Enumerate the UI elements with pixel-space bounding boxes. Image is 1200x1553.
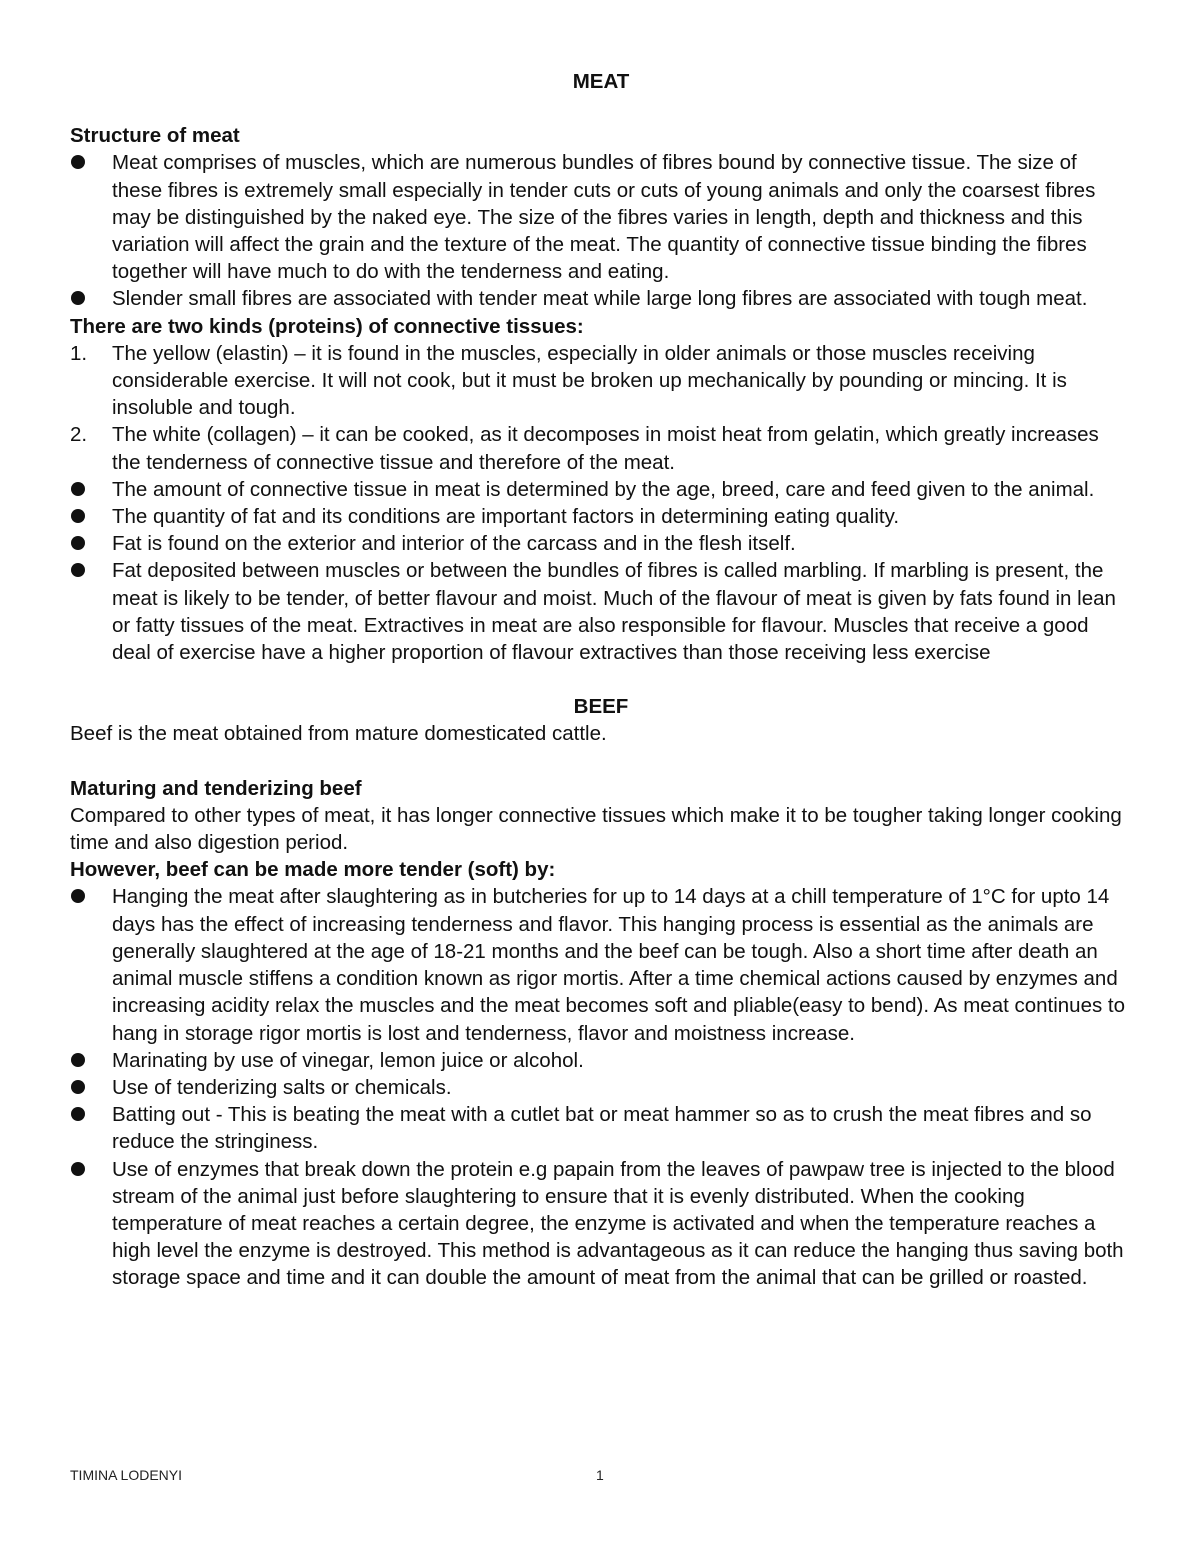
structure-heading: Structure of meat <box>70 124 240 148</box>
list-item-text: The white (collagen) – it can be cooked, as it decomposes in moist heat from gelatin, which greatly increases the tenderness of connective tissue and therefore of the meat. <box>112 423 1099 474</box>
list-number: 2. <box>70 423 88 447</box>
connective-heading: There are two kinds (proteins) of connective tissues: <box>70 314 584 338</box>
spacer <box>70 666 1132 693</box>
list-item <box>70 530 1132 557</box>
list-item-text: Fat deposited between muscles or between the bundles of fibres is called marbling. If marbling is present, the meat is likely to be tender, of better flavour and moist. Much of the flavour of meat is given by fats found in lean or fatty tissues of the meat. Extractives in meat are also responsible for flavour. Muscles that receive a good deal of exercise have a higher proportion of flavour extractives than those receiving less exercise <box>112 559 1116 665</box>
connective-numbered-list <box>70 340 1132 476</box>
list-item <box>70 1156 1132 1292</box>
beef-intro: Beef is the meat obtained from mature domesticated cattle. <box>70 722 607 746</box>
page-title: MEAT <box>572 70 630 93</box>
list-item <box>70 557 1132 666</box>
maturing-heading: Maturing and tenderizing beef <box>70 776 362 800</box>
tender-heading: However, beef can be made more tender (soft) by: <box>70 858 556 882</box>
list-item <box>70 340 1132 422</box>
list-item-text: Slender small fibres are associated with tender meat while large long fibres are associated with tough meat. <box>112 287 1088 311</box>
list-item <box>70 149 1132 285</box>
bullet-icon <box>71 291 85 305</box>
list-item <box>70 476 1132 503</box>
bullet-icon <box>71 482 85 496</box>
page-number: 1 <box>596 1467 604 1483</box>
list-item <box>70 503 1132 530</box>
list-item-text: Fat is found on the exterior and interior of the carcass and in the flesh itself. <box>112 532 796 556</box>
list-item-text: Hanging the meat after slaughtering as in butcheries for up to 14 days at a chill temperature of 1°C for upto 14 days has the effect of increasing tenderness and flavor. This hanging process is essential as the animals are generally slaughtered at the age of 18-21 months and the beef can be tough. Also a short time after death an animal muscle stiffens a condition known as rigor mortis. After a time chemical actions caused by enzymes and increasing acidity relax the muscles and the meat becomes soft and pliable(easy to bend). As meat continues to hang in storage rigor mortis is lost and tenderness, flavor and moistness increase. <box>112 885 1126 1045</box>
list-item <box>70 1047 1132 1074</box>
bullet-icon <box>71 1053 85 1067</box>
list-number: 1. <box>70 341 88 365</box>
list-item-text: Meat comprises of muscles, which are numerous bundles of fibres bound by connective tissue. The size of these fibres is extremely small especially in tender cuts or cuts of young animals and only the coarsest fibres may be distinguished by the naked eye. The size of the fibres varies in length, depth and thickness and this variation will affect the grain and the texture of the meat. The quantity of connective tissue binding the fibres together will have much to do with the tenderness and eating. <box>112 151 1096 284</box>
document-body <box>70 68 1132 1292</box>
list-item <box>70 1074 1132 1101</box>
list-item <box>70 285 1132 312</box>
maturing-text: Compared to other types of meat, it has longer connective tissues which make it to be tougher taking longer cooking time and also digestion period. <box>70 803 1122 855</box>
footer-author: TIMINA LODENYI <box>70 1467 183 1483</box>
spacer <box>70 748 1132 775</box>
list-item <box>70 421 1132 475</box>
connective-bullet-list <box>70 476 1132 666</box>
list-item <box>70 883 1132 1046</box>
bullet-icon <box>71 155 85 169</box>
bullet-icon <box>71 563 85 577</box>
list-item-text: The amount of connective tissue in meat is determined by the age, breed, care and feed given to the animal. <box>112 477 1095 501</box>
bullet-icon <box>71 1080 85 1094</box>
list-item-text: Batting out - This is beating the meat with a cutlet bat or meat hammer so as to crush the meat fibres and so reduce the stringiness. <box>112 1103 1092 1154</box>
bullet-icon <box>71 1107 85 1121</box>
list-item-text: Marinating by use of vinegar, lemon juice or alcohol. <box>112 1048 584 1072</box>
list-item-text: The quantity of fat and its conditions are important factors in determining eating quality. <box>112 505 900 529</box>
bullet-icon <box>71 1162 85 1176</box>
bullet-icon <box>71 509 85 523</box>
list-item-text: Use of enzymes that break down the protein e.g papain from the leaves of pawpaw tree is injected to the blood stream of the animal just before slaughtering to ensure that it is evenly distributed. When the cooking temperature of meat reaches a certain degree, the enzyme is activated and when the temperature reaches a high level the enzyme is destroyed. This method is advantageous as it can reduce the hanging thus saving both storage space and time and it can double the amount of meat from the animal that can be grilled or roasted. <box>112 1157 1124 1290</box>
bullet-icon <box>71 889 85 903</box>
tender-bullet-list <box>70 883 1132 1291</box>
bullet-icon <box>71 536 85 550</box>
list-item-text: Use of tenderizing salts or chemicals. <box>112 1075 452 1099</box>
beef-title: BEEF <box>573 695 629 719</box>
list-item <box>70 1101 1132 1155</box>
structure-bullet-list <box>70 149 1132 312</box>
list-item-text: The yellow (elastin) – it is found in the muscles, especially in older animals or those muscles receiving considerable exercise. It will not cook, but it must be broken up mechanically by pounding or mincing. It is insoluble and tough. <box>112 341 1067 420</box>
